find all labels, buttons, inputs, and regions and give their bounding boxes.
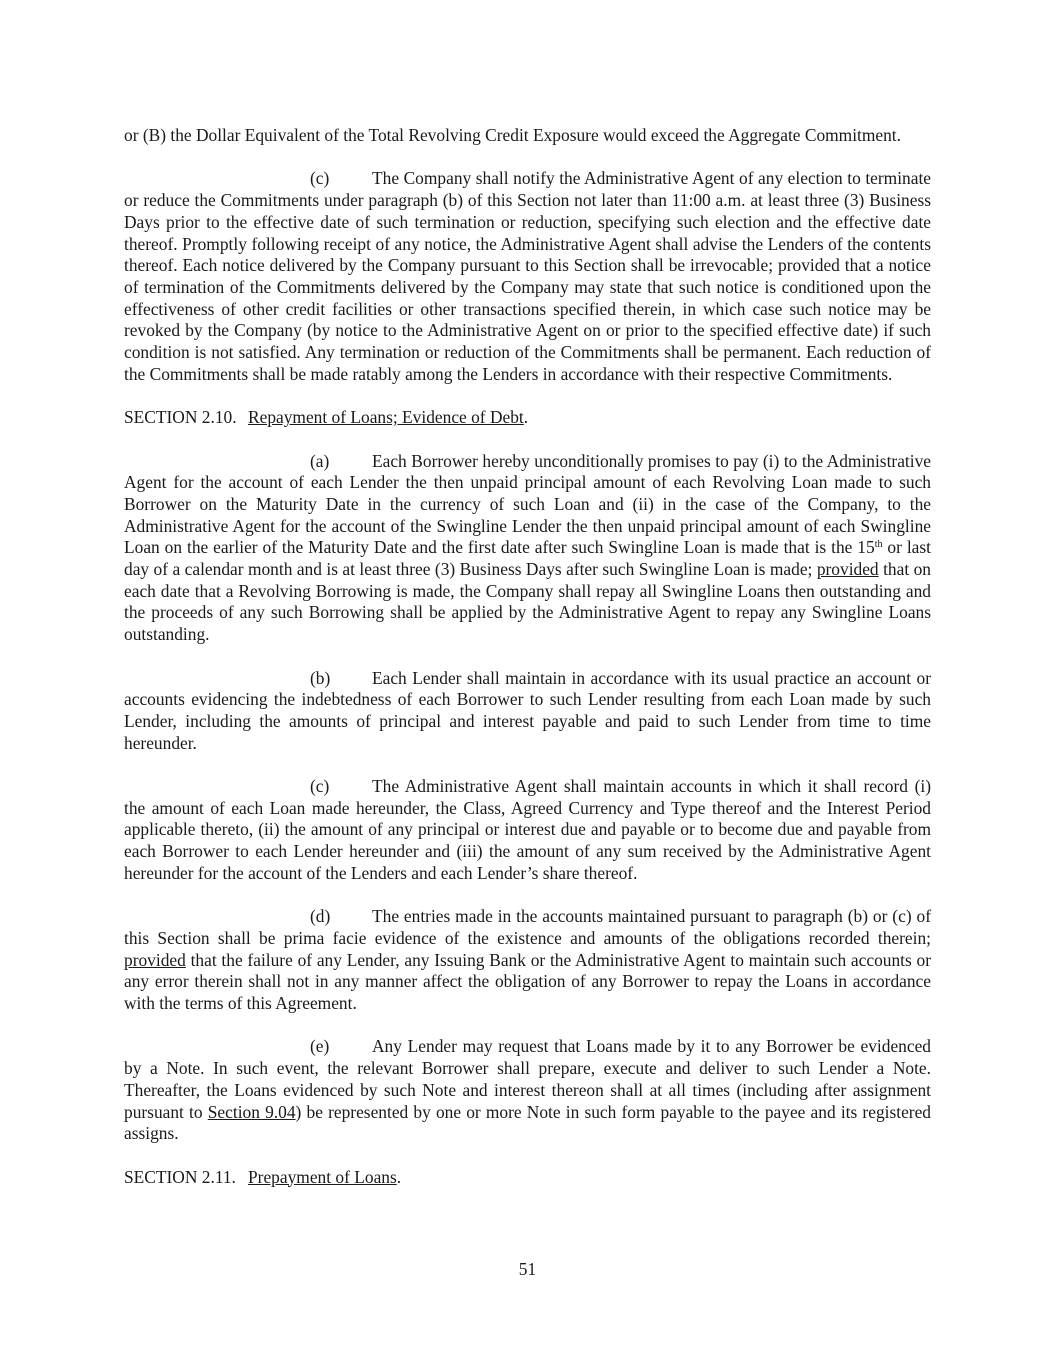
paragraph-a-repayment: (a) Each Borrower hereby unconditionally promises to pay (i) to the Administrative Agent for the account of each Lender the then unpaid principal amount of each Revolving Loan made to such Borrower on the Maturity Date in the currency of such Loan and (ii) in the case of the Company, to the Administrative Agent for the account of the Swingline Lender the then unpaid principal amount of each Swingline Loan on the earlier of the Maturity Date and the first date after such Swingline Loan is made that is the 15th or last day of a calendar month and is at least three (3) Business Days after such Swingline Loan is made; provided that on each date that a Revolving Borrowing is made, the Company shall repay all Swingline Loans then outstanding and the proceeds of any such Borrowing shall be applied by the Administrative Agent to repay any Swingline Loans outstanding.	[124, 450, 931, 645]
paragraph-text: The entries made in the accounts maintained pursuant to paragraph (b) or (c) of this Section shall be prima facie evidence of the existence and amounts of the obligations recorded therein;	[124, 906, 931, 948]
paragraph-b-accounts	[124, 668, 931, 755]
paragraph-label: (a)	[310, 450, 330, 471]
paragraph-c-records	[124, 776, 931, 885]
paragraph-text: Each Lender shall maintain in accordance with its usual practice an account or accounts evidencing the indebtedness of each Borrower to such Lender resulting from each Loan made by such Lender, including the amounts of principal and interest payable and paid to such Lender from time to time hereunder.	[124, 667, 931, 753]
paragraph-label: (d)	[310, 906, 331, 927]
paragraph-text: Any Lender may request that Loans made by it to any Borrower be evidenced by a Note. In such event, the relevant Borrower shall prepare, execute and deliver to such Lender a Note. Thereafter, the Loans evidenced by such Note and interest thereon shall at all times (including after assignment pursuant to	[124, 1036, 931, 1122]
paragraph-text: The Administrative Agent shall maintain accounts in which it shall record (i) the amount of each Loan made hereunder, the Class, Agreed Currency and Type thereof and the Interest Period applicable thereto, (ii) the amount of any principal or interest due and payable or to become due and payable from each Borrower to each Lender hereunder and (iii) the amount of any sum received by the Administrative Agent hereunder for the account of the Lenders and each Lender’s share thereof.	[124, 776, 931, 883]
paragraph-label: (c)	[310, 168, 330, 189]
section-2-11-heading: SECTION 2.11. Prepayment of Loans.	[124, 1166, 402, 1187]
paragraph-text: Each Borrower hereby unconditionally promises to pay (i) to the Administrative Agent for the account of each Lender the then unpaid principal amount of each Revolving Loan made to such Borrower on the Maturity Date in the currency of such Loan and (ii) in the case of the Company, to the Administrative Agent for the account of the Swingline Lender the then unpaid principal amount of each Swingline Loan on the earlier of the Maturity Date and the first date after such Swingline Loan is made that is the 15	[124, 450, 931, 558]
section-title: Prepayment of Loans	[248, 1166, 397, 1187]
paragraph-e-notes: (e) Any Lender may request that Loans made by it to any Borrower be evidenced by a Note. In such event, the relevant Borrower shall prepare, execute and deliver to such Lender a Note. Thereafter, the Loans evidenced by such Note and interest thereon shall at all times (including after assignment pursuant to Section 9.04) be represented by one or more Note in such form payable to the payee and its registered assigns.	[124, 1036, 931, 1144]
intro-paragraph: or (B) the Dollar Equivalent of the Total Revolving Credit Exposure would exceed the Aggregate Commitment.	[124, 125, 901, 145]
paragraph-c-notice	[124, 168, 931, 385]
provided-term: provided	[816, 559, 879, 580]
provided-term: provided	[124, 949, 186, 970]
paragraph-label: (c)	[310, 776, 330, 797]
section-number: SECTION 2.11.	[124, 1166, 236, 1187]
paragraph-label: (b)	[310, 667, 331, 688]
ordinal-suffix: th	[874, 539, 883, 551]
section-title: Repayment of Loans; Evidence of Debt	[248, 407, 524, 428]
paragraph-label: (e)	[310, 1036, 330, 1057]
section-reference-link[interactable]: Section 9.04	[207, 1101, 296, 1122]
section-2-10-heading: SECTION 2.10. Repayment of Loans; Evidence of Debt.	[124, 407, 529, 428]
document-page	[124, 125, 931, 1188]
paragraph-d-entries: (d) The entries made in the accounts maintained pursuant to paragraph (b) or (c) of this Section shall be prima facie evidence of the existence and amounts of the obligations recorded therein; provided that the failure of any Lender, any Issuing Bank or the Administrative Agent to maintain such accounts or any error therein shall not in any manner affect the obligation of any Borrower to repay the Loans in accordance with the terms of this Agreement.	[124, 906, 931, 1014]
paragraph-text: The Company shall notify the Administrative Agent of any election to terminate or reduce the Commitments under paragraph (b) of this Section not later than 11:00 a.m. at least three (3) Business Days prior to the effective date of such termination or reduction, specifying such election and the effective date thereof. Promptly following receipt of any notice, the Administrative Agent shall advise the Lenders of the contents thereof. Each notice delivered by the Company pursuant to this Section shall be irrevocable; provided that a notice of termination of the Commitments delivered by the Company may state that such notice is conditioned upon the effectiveness of other credit facilities or other transactions specified therein, in which case such notice may be revoked by the Company (by notice to the Administrative Agent on or prior to the specified effective date) if such condition is not satisfied. Any termination or reduction of the Commitments shall be permanent. Each reduction of the Commitments shall be made ratably among the Lenders in accordance with their respective Commitments.	[124, 168, 931, 384]
page-number: 51	[518, 1259, 537, 1279]
section-number: SECTION 2.10.	[124, 407, 237, 428]
